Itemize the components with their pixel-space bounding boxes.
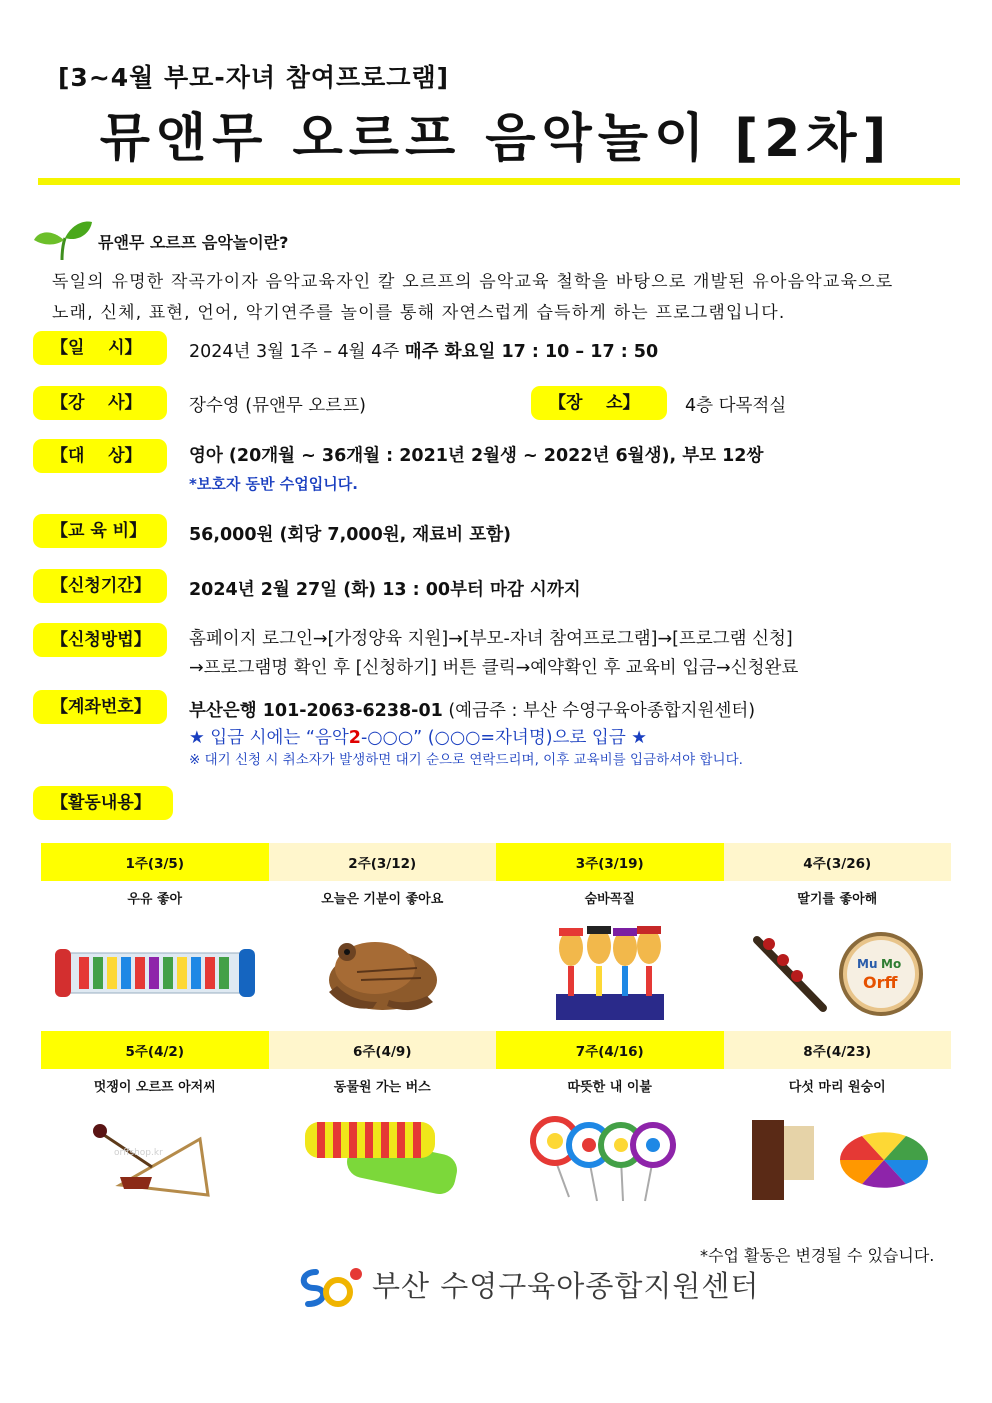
egg-shaker-puppets-image — [550, 920, 670, 1024]
method-line: 홈페이지 로그인→[가정양육 지원]→[부모-자녀 참여프로그램]→[프로그램 신청] — [189, 629, 793, 649]
activity-photo-cell — [724, 1101, 952, 1219]
title-underline — [38, 178, 960, 185]
instructor-value: 장수영 (뮤앤무 오르프) — [189, 396, 366, 416]
intro-heading: 뮤앤무 오르프 음악놀이란? — [98, 233, 289, 252]
label-fee: 【교 육 비】 — [33, 514, 167, 548]
week-cell: 3주(3/19) — [496, 843, 724, 881]
slapstick-parachute-image — [742, 1114, 932, 1206]
deposit-text: ★ 입금 시에는 “음악 — [189, 728, 349, 748]
wooden-frog-image — [317, 922, 447, 1022]
triangle-beater-image — [90, 1115, 220, 1205]
activity-title: 숨바꼭질 — [584, 891, 635, 907]
activity-photo-cell — [269, 1101, 497, 1219]
week-cell: 2주(3/12) — [269, 843, 497, 881]
activity-photo-cell — [496, 913, 724, 1031]
page-title: 뮤앤무 오르프 음악놀이 [2차] — [99, 109, 893, 169]
label-instructor: 【강 사】 — [33, 386, 167, 420]
brand-mu: Mu — [857, 957, 878, 971]
activity-photo-cell — [269, 913, 497, 1031]
activity-title: 따뜻한 내 이불 — [567, 1079, 652, 1095]
deposit-instruction — [189, 724, 647, 749]
bells-tambourine-image — [747, 924, 927, 1020]
activity-title: 동물원 가는 버스 — [333, 1079, 431, 1095]
brand-mo: Mo — [881, 957, 902, 971]
activity-photo-cell — [41, 1101, 269, 1219]
disclaimer: *수업 활동은 변경될 수 있습니다. — [700, 1246, 935, 1265]
activity-title: 딸기를 좋아해 — [797, 891, 878, 907]
week-cell: 4주(3/26) — [724, 843, 952, 881]
account-value — [189, 697, 755, 722]
watermark: orffshop.kr — [113, 1148, 163, 1158]
activity-photo-cell — [41, 913, 269, 1031]
date-value — [189, 338, 658, 363]
lollipop-drums-image — [525, 1111, 695, 1209]
activity-photo-cell — [724, 913, 952, 1031]
date-range: 2024년 3월 1주 – 4월 4주 — [189, 342, 405, 362]
method-line: →프로그램명 확인 후 [신청하기] 버튼 클릭→예약확인 후 교육비 입금→신청완료 — [189, 658, 799, 678]
center-logo-icon — [296, 1262, 366, 1308]
date-time: 매주 화요일 17 : 10 – 17 : 50 — [404, 342, 659, 362]
activity-title: 멋쟁이 오르프 아저씨 — [93, 1079, 216, 1095]
label-place: 【장 소】 — [531, 386, 667, 420]
waitlist-note: ※ 대기 신청 시 취소자가 발생하면 대기 순으로 연락드리며, 이후 교육비를 입금하셔야 합니다. — [189, 752, 743, 768]
sprout-icon — [32, 220, 94, 260]
place-value: 4층 다목적실 — [685, 396, 787, 416]
label-period: 【신청기간】 — [33, 569, 167, 603]
activity-title: 우유 좋아 — [127, 891, 183, 907]
deposit-number: 2 — [348, 728, 361, 748]
target-note: *보호자 동반 수업입니다. — [189, 475, 358, 493]
week-cell: 5주(4/2) — [41, 1031, 269, 1069]
label-method: 【신청방법】 — [33, 623, 167, 657]
period-value: 2024년 2월 27일 (화) 13 : 00부터 마감 시까지 — [189, 580, 581, 600]
account-number: 부산은행 101-2063-6238-01 — [189, 701, 443, 721]
target-value: 영아 (20개월 ~ 36개월 : 2021년 2월생 ~ 2022년 6월생), 부모 12쌍 — [189, 446, 764, 466]
activity-title: 다섯 마리 원숭이 — [788, 1079, 886, 1095]
deposit-text: -○○○” (○○○=자녀명)으로 입금 ★ — [360, 728, 647, 748]
label-date: 【일 시】 — [33, 331, 167, 365]
brand-orff: Orff — [863, 973, 898, 992]
label-activities: 【활동내용】 — [33, 786, 173, 820]
week-cell: 6주(4/9) — [269, 1031, 497, 1069]
intro-line: 독일의 유명한 작곡가이자 음악교육자인 칼 오르프의 음악교육 철학을 바탕으로 개발된 유아음악교육으로 — [52, 272, 894, 292]
program-subtitle: [3~4월 부모-자녀 참여프로그램] — [58, 63, 450, 92]
label-account: 【계좌번호】 — [33, 690, 167, 724]
fee-value: 56,000원 (회당 7,000원, 재료비 포함) — [189, 525, 512, 545]
intro-line: 노래, 신체, 표현, 언어, 악기연주를 놀이를 통해 자연스럽게 습득하게 하는 프로그램입니다. — [52, 303, 786, 323]
activity-photo-cell — [496, 1101, 724, 1219]
organization-name: 부산 수영구육아종합지원센터 — [372, 1269, 760, 1303]
rainmaker-image — [49, 927, 261, 1017]
guiro-image — [297, 1112, 467, 1208]
week-cell: 8주(4/23) — [724, 1031, 952, 1069]
week-cell: 7주(4/16) — [496, 1031, 724, 1069]
label-target: 【대 상】 — [33, 439, 167, 473]
activity-table — [41, 843, 951, 1219]
activity-title: 오늘은 기분이 좋아요 — [321, 891, 444, 907]
week-cell: 1주(3/5) — [41, 843, 269, 881]
account-holder: (예금주 : 부산 수영구육아종합지원센터) — [442, 701, 756, 721]
